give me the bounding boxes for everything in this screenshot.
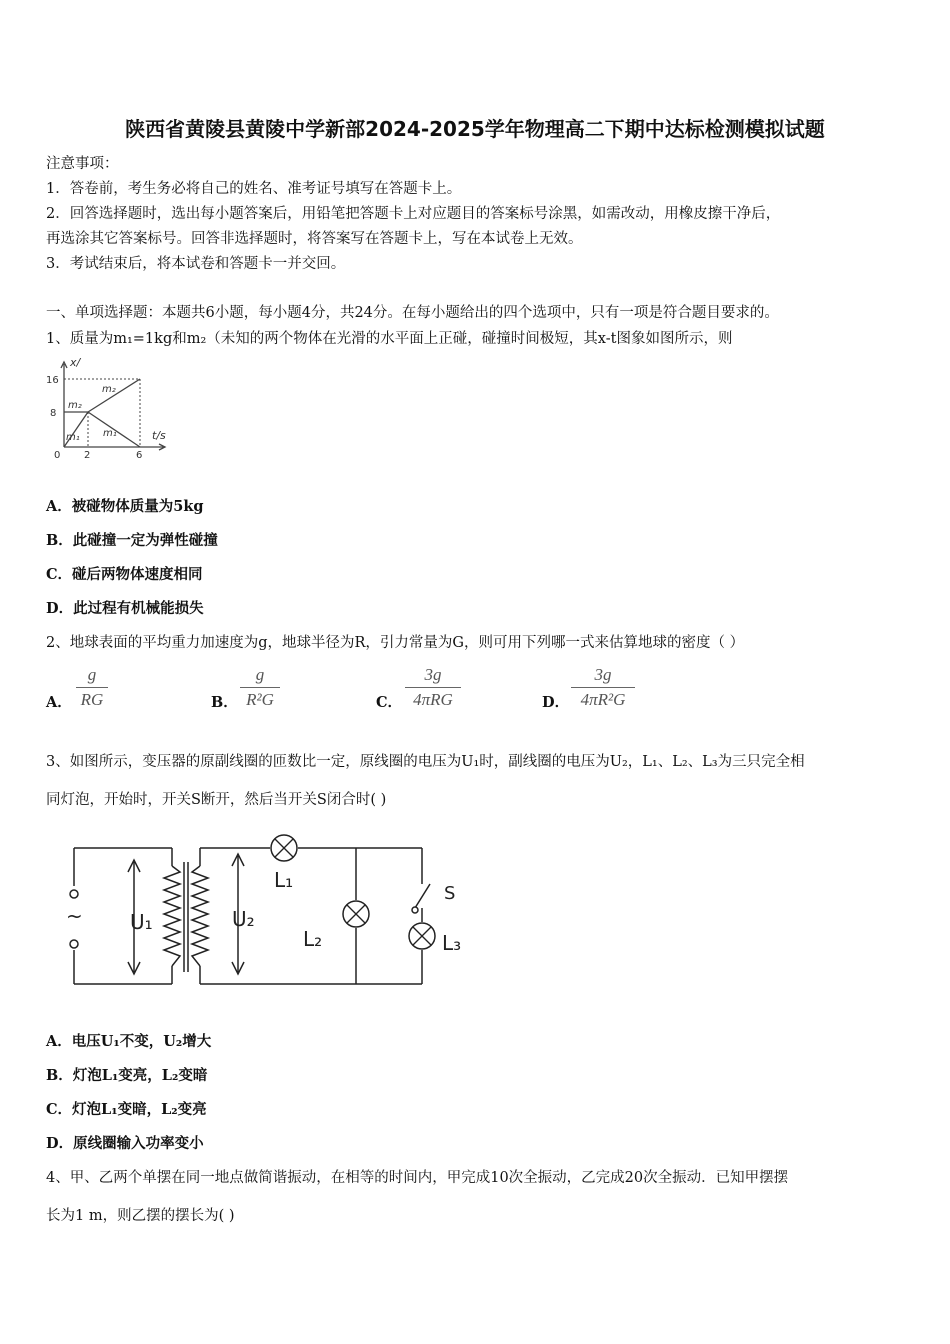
l2-label: L₂ — [303, 927, 323, 951]
q2-option-b-num: g — [255, 665, 265, 684]
q1-option-d: D．此过程有机械能损失 — [46, 600, 204, 617]
y-tick-16: 16 — [46, 375, 59, 386]
q1-option-b: B．此碰撞一定为弹性碰撞 — [46, 532, 218, 549]
q3-option-a: A．电压U₁不变，U₂增大 — [46, 1033, 212, 1050]
q2-option-c-fraction — [405, 665, 461, 710]
x-axis-label: t/s — [152, 429, 166, 442]
ac-source-symbol: ~ — [66, 904, 83, 928]
q3-stem-line-2: 同灯泡，开始时，开关S断开，然后当开关S闭合时( ) — [46, 792, 387, 808]
section-heading: 一、单项选择题：本题共6小题，每小题4分，共24分。在每小题给出的四个选项中，只有一项是符合题目要求的。 — [46, 305, 779, 321]
q2-option-c-num: 3g — [424, 665, 442, 684]
q2-option-a-label: A． — [46, 694, 72, 711]
x-tick-0: 0 — [54, 450, 61, 461]
x-tick-2: 2 — [84, 450, 91, 461]
notice-item-1: 1．答卷前，考生务必将自己的姓名、准考证号填写在答题卡上。 — [46, 181, 462, 197]
l1-label: L₁ — [274, 868, 294, 892]
q2-option-d-num: 3g — [594, 665, 612, 684]
q2-option-c-label: C． — [376, 694, 403, 711]
notice-heading: 注意事项： — [46, 156, 119, 172]
segment-label-m2-left: m₂ — [68, 400, 82, 411]
q1-stem: 1、质量为m₁=1kg和m₂（未知的两个物体在光滑的水平面上正碰，碰撞时间极短，其x-t图象如图所示，则 — [46, 331, 733, 347]
q3-stem-line-1: 3、如图所示，变压器的原副线圈的匝数比一定，原线圈的电压为U₁时，副线圈的电压为U₂，L₁、L₂、L₃为三只完全相 — [46, 754, 805, 770]
segment-label-m1-right: m₁ — [103, 428, 117, 439]
q1-option-c: C．碰后两物体速度相同 — [46, 566, 203, 583]
q2-option-b-fraction — [240, 665, 280, 710]
q2-option-d-fraction — [571, 665, 635, 710]
notice-item-2-cont: 再选涂其它答案标号。回答非选择题时，将答案写在答题卡上，写在本试卷上无效。 — [46, 231, 583, 247]
segment-label-m2-upper: m₂ — [102, 384, 116, 395]
q3-option-d: D．原线圈输入功率变小 — [46, 1135, 204, 1152]
y-axis-label: x/ — [70, 356, 81, 369]
q1-xt-graph — [40, 354, 180, 464]
x-tick-6: 6 — [136, 450, 143, 461]
notice-item-2: 2．回答选择题时，选出每小题答案后，用铅笔把答题卡上对应题目的答案标号涂黑，如需改动，用橡皮擦干净后， — [46, 206, 781, 222]
q2-option-c-den: 4πRG — [413, 690, 453, 709]
y-tick-8: 8 — [50, 408, 57, 419]
q1-option-a: A．被碰物体质量为5kg — [46, 498, 204, 515]
q2-option-a-den: RG — [80, 690, 104, 709]
l3-label: L₃ — [442, 931, 462, 955]
q3-option-c: C．灯泡L₁变暗，L₂变亮 — [46, 1101, 207, 1118]
q3-circuit-diagram — [60, 822, 480, 992]
q4-stem-line-1: 4、甲、乙两个单摆在同一地点做简谐振动，在相等的时间内，甲完成10次全振动，乙完成20次全振动．已知甲摆摆 — [46, 1170, 789, 1186]
q2-option-d-label: D． — [542, 694, 570, 711]
q2-stem: 2、地球表面的平均重力加速度为g，地球半径为R，引力常量为G，则可用下列哪一式来估算地球的密度（ ） — [46, 635, 745, 651]
page-title: 陕西省黄陵县黄陵中学新部2024-2025学年物理高二下期中达标检测模拟试题 — [125, 117, 825, 141]
q4-stem-line-2: 长为1 m，则乙摆的摆长为( ) — [46, 1208, 235, 1224]
q2-option-b-den: R²G — [246, 690, 274, 709]
q2-option-b-label: B． — [211, 694, 238, 711]
notice-item-3: 3．考试结束后，将本试卷和答题卡一并交回。 — [46, 256, 346, 272]
segment-label-m1-left: m₁ — [66, 432, 80, 443]
q2-option-d-den: 4πR²G — [580, 690, 626, 709]
q3-option-b: B．灯泡L₁变亮，L₂变暗 — [46, 1067, 208, 1084]
q2-option-a-fraction — [76, 665, 108, 710]
q2-option-a-num: g — [87, 665, 97, 684]
u2-label: U₂ — [232, 907, 255, 931]
switch-label: S — [444, 883, 456, 904]
u1-label: U₁ — [130, 910, 153, 934]
